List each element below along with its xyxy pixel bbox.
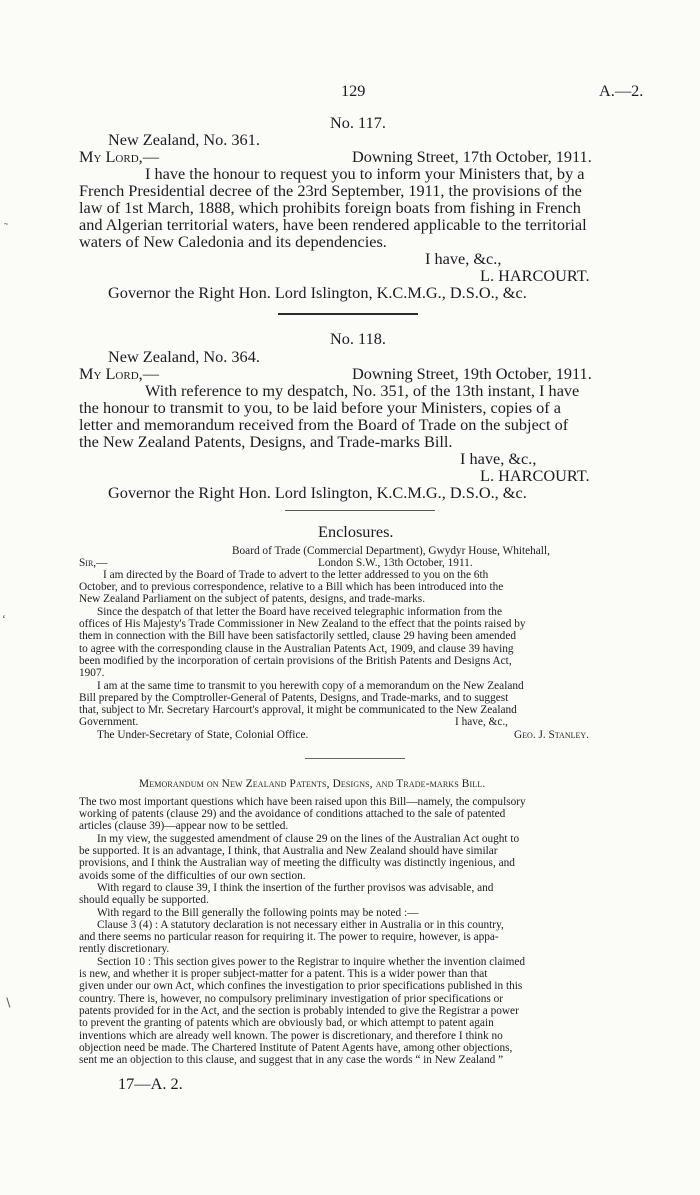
body-line-118-3: letter and memorandum received from the Board of Trade on the subject of <box>79 415 569 434</box>
addressee-117: Governor the Right Hon. Lord Islington, K.C.M.G., D.S.O., &c. <box>108 283 527 302</box>
dispatch-number-117: No. 117. <box>330 113 386 132</box>
memo-line-20: inventions which are already well known. The power is discretionary, and therefore I think no <box>79 1030 503 1042</box>
place-date-118: Downing Street, 19th October, 1911. <box>352 364 592 383</box>
letter-line-4: Since the despatch of that letter the Board have received telegraphic information from the <box>97 606 502 618</box>
body-line-117-1: I have the honour to request you to inform your Ministers that, by a <box>145 164 585 183</box>
memo-line-8: With regard to clause 39, I think the insertion of the further provisos was advisable, and <box>97 882 494 894</box>
body-line-117-4: and Algerian territorial waters, have been rendered applicable to the territorial <box>79 215 587 234</box>
footer-reference: 17—A. 2. <box>118 1074 183 1093</box>
body-line-117-3: law of 1st March, 1888, which prohibits foreign boats from fishing in French <box>79 198 581 217</box>
addressee-118: Governor the Right Hon. Lord Islington, K.C.M.G., D.S.O., &c. <box>108 483 527 502</box>
letter-line-3: New Zealand Parliament on the subject of patents, designs, and trade-marks. <box>79 593 426 605</box>
letter-line-11: Bill prepared by the Comptroller-General of Patents, Designs, and Trade-marks, and to suggest <box>79 692 509 704</box>
memo-line-6: provisions, and I think the Australian way of meeting the difficulty was distinctly ingenious, and <box>79 857 515 869</box>
body-line-118-4: the New Zealand Patents, Designs, and Trade-marks Bill. <box>79 432 453 451</box>
section-divider-thick <box>278 313 418 315</box>
memo-line-15: is new, and whether it is proper subject-matter for a patent. This is a wider power than that <box>79 968 488 980</box>
body-line-117-2: French Presidential decree of the 23rd September, 1911, the provisions of the <box>79 181 582 200</box>
letter-line-2: October, and to previous correspondence, relative to a Bill which has been introduced into the <box>79 581 504 593</box>
memo-line-9: should equally be supported. <box>79 894 209 906</box>
letter-closing: I have, &c., <box>455 716 509 728</box>
letter-signature: Geo. J. Stanley. <box>514 729 589 741</box>
body-line-118-1: With reference to my despatch, No. 351, of the 13th instant, I have <box>145 381 580 400</box>
memo-line-16: given under our own Act, which confines the investigation to prior specifications published in this <box>79 980 523 992</box>
place-date-117: Downing Street, 17th October, 1911. <box>352 147 592 166</box>
memo-line-11: Clause 3 (4) : A statutory declaration is not necessary either in Australia or in this country, <box>97 919 504 931</box>
letter-line-10: I am at the same time to transmit to you herewith copy of a memorandum on the New Zealand <box>97 680 524 692</box>
salutation-118: My Lord,— <box>79 364 160 383</box>
salutation-117: My Lord,— <box>79 147 160 166</box>
body-line-117-5: waters of New Caledonia and its dependencies. <box>79 232 387 251</box>
memo-line-5: be supported. It is an advantage, I think, that Australia and New Zealand should have similar <box>79 845 498 857</box>
document-reference: A.—2. <box>599 81 644 100</box>
memo-line-2: working of patents (clause 29) and the avoidance of conditions attached to the sale of patented <box>79 808 506 820</box>
letter-line-8: been modified by the incorporation of certain provisions of the British Patents and Designs Act, <box>79 655 512 667</box>
letter-header-line1: Board of Trade (Commercial Department), Gwydyr House, Whitehall, <box>232 545 550 557</box>
letter-line-7: to agree with the corresponding clause in the Australian Patents Act, 1909, and clause 39 having <box>79 643 514 655</box>
memo-line-4: In my view, the suggested amendment of clause 29 on the lines of the Australian Act ought to <box>97 833 520 845</box>
memo-line-18: patents provided for in the Act, and the section is probably intended to give the Registrar a power <box>79 1005 519 1017</box>
margin-mark-1: ˜ <box>4 220 8 234</box>
memorandum-title: Memorandum on New Zealand Patents, Designs, and Trade-marks Bill. <box>139 778 486 790</box>
memo-line-19: to prevent the granting of patents which are obviously bad, or which attempt to patent again <box>79 1017 494 1029</box>
dispatch-number-118: No. 118. <box>330 329 386 348</box>
letter-line-12: that, subject to Mr. Secretary Harcourt's approval, it might be communicated to the New Zealand <box>79 704 517 716</box>
signature-117: L. HARCOURT. <box>480 266 590 285</box>
letter-addressee: The Under-Secretary of State, Colonial Office. <box>97 729 309 741</box>
signature-118: L. HARCOURT. <box>480 466 590 485</box>
memo-line-17: country. There is, however, no compulsory preliminary investigation of prior specifications or <box>79 993 504 1005</box>
memo-line-13: rently discretionary. <box>79 943 170 955</box>
enclosure-divider <box>305 758 405 759</box>
dispatch-reference-117: New Zealand, No. 361. <box>108 130 260 149</box>
letter-line-1: I am directed by the Board of Trade to advert to the letter addressed to you on the 6th <box>103 569 489 581</box>
body-line-118-2: the honour to transmit to you, to be laid before your Ministers, copies of a <box>79 398 562 417</box>
memo-line-1: The two most important questions which have been raised upon this Bill—namely, the compulsory <box>79 796 526 808</box>
memo-line-7: avoids some of the difficulties of our own section. <box>79 870 306 882</box>
memo-line-14: Section 10 : This section gives power to the Registrar to inquire whether the invention claimed <box>97 956 526 968</box>
memo-line-21: objection need be made. The Chartered Institute of Patent Agents have, among other objections, <box>79 1042 513 1054</box>
letter-line-13: Government. <box>79 716 139 728</box>
letter-line-9: 1907. <box>79 667 105 679</box>
closing-117: I have, &c., <box>425 249 502 268</box>
dispatch-reference-118: New Zealand, No. 364. <box>108 347 260 366</box>
letter-header-line2: London S.W., 13th October, 1911. <box>318 557 473 569</box>
memo-line-12: and there seems no particular reason for requiring it. The power to require, however, is appa- <box>79 931 499 943</box>
enclosures-heading: Enclosures. <box>318 522 394 541</box>
memo-line-22: sent me an objection to this clause, and suggest that in any case the words “ in New Zealand ” <box>79 1054 504 1066</box>
margin-mark-3: ∖ <box>4 996 12 1010</box>
memo-line-3: articles (clause 39)—appear now to be settled. <box>79 820 289 832</box>
closing-118: I have, &c., <box>460 449 537 468</box>
margin-mark-2: ‘ <box>2 612 6 626</box>
section-divider-thin <box>285 510 435 511</box>
letter-line-5: offices of His Majesty's Trade Commissioner in New Zealand to the effect that the points raised by <box>79 618 526 630</box>
letter-salutation: Sir,— <box>79 557 108 569</box>
page-number: 129 <box>341 81 366 100</box>
letter-line-6: them in connection with the Bill have been satisfactorily settled, clause 29 having been amended <box>79 630 516 642</box>
memo-line-10: With regard to the Bill generally the following points may be noted :— <box>97 907 419 919</box>
